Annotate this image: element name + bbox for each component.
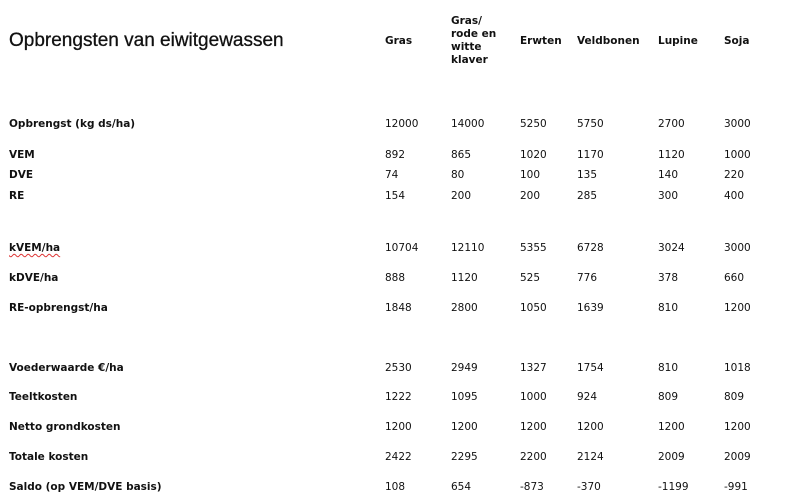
table-cell: 200 [520,190,541,202]
table-cell: 80 [451,169,465,181]
table-cell: 1200 [385,421,412,433]
table-cell: 2700 [658,118,685,130]
table-cell: 924 [577,391,598,403]
row-label: RE-opbrengst/ha [9,302,108,314]
table-cell: 776 [577,272,598,284]
table-cell: 5355 [520,242,547,254]
table-cell: 300 [658,190,679,202]
table-cell: 1200 [658,421,685,433]
column-header: Lupine [658,34,698,47]
table-cell: 1200 [724,302,751,314]
table-cell: 1200 [724,421,751,433]
row-label: Saldo (op VEM/DVE basis) [9,481,162,493]
table-cell: 1200 [577,421,604,433]
table-cell: 1000 [520,391,547,403]
table-cell: -1199 [658,481,689,493]
table-cell: 1327 [520,362,547,374]
table-cell: 12110 [451,242,485,254]
table-cell: 378 [658,272,679,284]
table-cell: 2949 [451,362,478,374]
table-cell: -991 [724,481,748,493]
table-cell: 108 [385,481,406,493]
table-cell: 135 [577,169,598,181]
row-label: DVE [9,169,34,181]
row-label: kDVE/ha [9,272,59,284]
table-cell: 400 [724,190,745,202]
page-title: Opbrengsten van eiwitgewassen [9,30,284,51]
table-cell: 12000 [385,118,419,130]
column-header: Gras/ rode en witte klaver [451,15,497,66]
table-cell: 2009 [658,451,685,463]
table-cell: 865 [451,149,472,161]
table-cell: 2530 [385,362,412,374]
column-header: Gras [385,34,413,47]
table-cell: 100 [520,169,541,181]
table-cell: 5750 [577,118,604,130]
table-cell: 6728 [577,242,604,254]
table-cell: 1018 [724,362,751,374]
table-cell: 10704 [385,242,419,254]
table-cell: 2295 [451,451,478,463]
table-cell: 1200 [520,421,547,433]
table-cell: -370 [577,481,601,493]
table-cell: 1120 [658,149,685,161]
table-cell: 809 [724,391,745,403]
row-label: VEM [9,149,35,161]
table-cell: 2422 [385,451,412,463]
table-cell: 654 [451,481,472,493]
row-label: Totale kosten [9,451,89,463]
table-cell: 525 [520,272,541,284]
table-cell: 74 [385,169,399,181]
table-cell: 3000 [724,118,751,130]
table-cell: 809 [658,391,679,403]
column-header: Erwten [520,34,562,47]
table-cell: 14000 [451,118,485,130]
table-cell: 1095 [451,391,478,403]
row-label: kVEM/ha [9,242,61,254]
table-cell: 3024 [658,242,685,254]
table-cell: -873 [520,481,544,493]
table-cell: 1222 [385,391,412,403]
table-cell: 810 [658,302,679,314]
row-label: RE [9,190,25,202]
table-cell: 1754 [577,362,604,374]
table-cell: 285 [577,190,598,202]
table-cell: 1200 [451,421,478,433]
table-cell: 1050 [520,302,547,314]
table-cell: 892 [385,149,406,161]
table-cell: 1170 [577,149,604,161]
row-label: Teeltkosten [9,391,78,403]
table-cell: 1639 [577,302,604,314]
table-cell: 140 [658,169,679,181]
table-cell: 2800 [451,302,478,314]
table-cell: 2124 [577,451,604,463]
table-cell: 2009 [724,451,751,463]
table-cell: 888 [385,272,406,284]
table-cell: 1120 [451,272,478,284]
table-cell: 810 [658,362,679,374]
table-cell: 5250 [520,118,547,130]
table-cell: 154 [385,190,406,202]
table-cell: 200 [451,190,472,202]
table-cell: 220 [724,169,745,181]
table-cell: 2200 [520,451,547,463]
column-header: Soja [724,34,750,47]
table-cell: 1848 [385,302,412,314]
table-cell: 3000 [724,242,751,254]
table-cell: 660 [724,272,745,284]
row-label: Voederwaarde €/ha [9,362,124,374]
row-label: Opbrengst (kg ds/ha) [9,118,136,130]
table-cell: 1000 [724,149,751,161]
column-header: Veldbonen [577,34,640,47]
row-label: Netto grondkosten [9,421,121,433]
table-cell: 1020 [520,149,547,161]
